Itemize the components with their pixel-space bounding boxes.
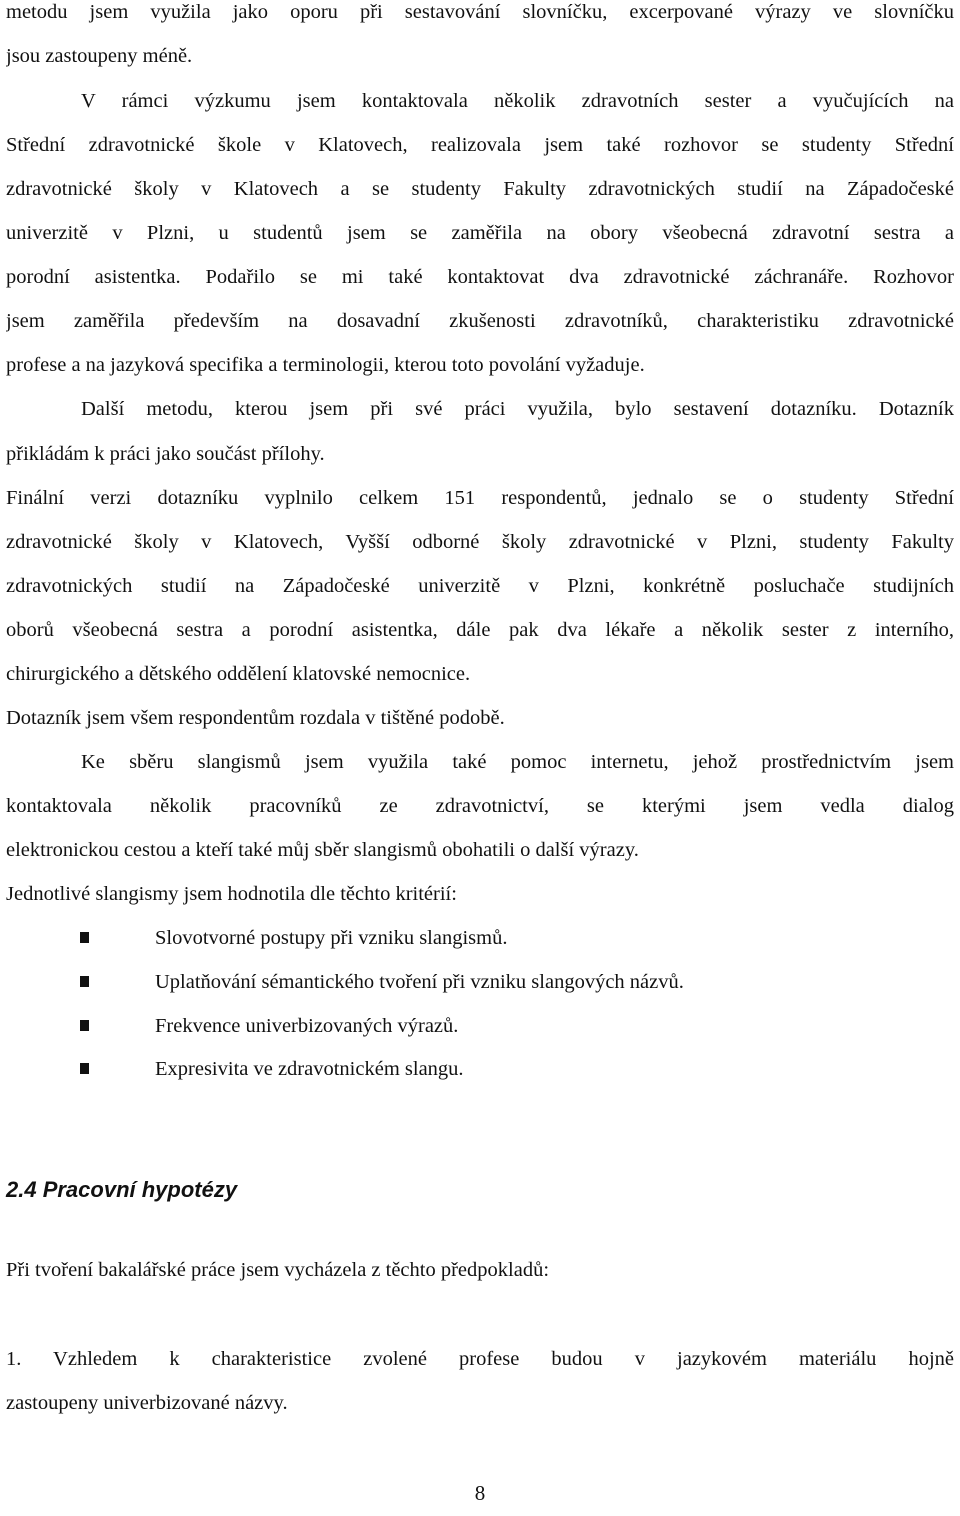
text-line: přikládám k práci jako součást přílohy. [6, 443, 325, 465]
hypothesis-line: zastoupeny univerbizované názvy. [6, 1392, 288, 1414]
hypothesis-line: 1. Vzhledem k charakteristice zvolené profese budou v jazykovém materiálu hojně [6, 1348, 954, 1370]
section-heading: 2.4 Pracovní hypotézy [6, 1177, 238, 1202]
text-line: V rámci výzkumu jsem kontaktovala několik zdravotních sester a vyučujících na [81, 90, 954, 112]
list-item: Uplatňování sémantického tvoření při vzniku slangových názvů. [155, 971, 684, 993]
square-bullet-icon [80, 1063, 89, 1074]
text-line: univerzitě v Plzni, u studentů jsem se zaměřila na obory všeobecná zdravotní sestra a [6, 222, 954, 244]
text-line: Další metodu, kterou jsem při své práci využila, bylo sestavení dotazníku. Dotazník [81, 398, 954, 420]
text-line: jsou zastoupeny méně. [6, 45, 193, 67]
text-line: metodu jsem využila jako oporu při sestavování slovníčku, excerpované výrazy ve slovníčku [6, 1, 954, 23]
text-line: jsem zaměřila především na dosavadní zkušenosti zdravotníků, charakteristiku zdravotnické [6, 310, 954, 332]
text-line: profese a na jazyková specifika a terminologii, kterou toto povolání vyžaduje. [6, 354, 645, 376]
text-line: Ke sběru slangismů jsem využila také pomoc internetu, jehož prostřednictvím jsem [81, 751, 954, 773]
text-line: zdravotnických studií na Západočeské univerzitě v Plzni, konkrétně posluchače studijních [6, 575, 954, 597]
page-number: 8 [474, 1481, 486, 1505]
text-line: Dotazník jsem všem respondentům rozdala v tištěné podobě. [6, 707, 505, 729]
text-line: chirurgického a dětského oddělení klatovské nemocnice. [6, 663, 471, 685]
square-bullet-icon [80, 932, 89, 943]
text-line: Finální verzi dotazníku vyplnilo celkem 151 respondentů, jednalo se o studenty Střední [6, 487, 954, 509]
list-item: Expresivita ve zdravotnickém slangu. [155, 1058, 464, 1080]
text-line: elektronickou cestou a kteří také můj sběr slangismů obohatili o další výrazy. [6, 839, 639, 861]
text-line: zdravotnické školy v Klatovech a se studenty Fakulty zdravotnických studií na Západočeské [6, 178, 954, 200]
text-line: Při tvoření bakalářské práce jsem vycházela z těchto předpokladů: [6, 1259, 550, 1281]
text-line: kontaktovala několik pracovníků ze zdravotnictví, se kterými jsem vedla dialog [6, 795, 954, 817]
text-line: oborů všeobecná sestra a porodní asistentka, dále pak dva lékaře a několik sester z interního, [6, 619, 954, 641]
square-bullet-icon [80, 1020, 89, 1031]
list-item: Slovotvorné postupy při vzniku slangismů. [155, 927, 508, 949]
text-line: zdravotnické školy v Klatovech, Vyšší odborné školy zdravotnické v Plzni, studenty Fakulty [6, 531, 954, 553]
text-line: porodní asistentka. Podařilo se mi také kontaktovat dva zdravotnické záchranáře. Rozhovor [6, 266, 954, 288]
square-bullet-icon [80, 976, 89, 987]
text-line: Střední zdravotnické škole v Klatovech, realizovala jsem také rozhovor se studenty Střední [6, 134, 954, 156]
list-item: Frekvence univerbizovaných výrazů. [155, 1015, 459, 1037]
text-line: Jednotlivé slangismy jsem hodnotila dle těchto kritérií: [6, 883, 457, 905]
